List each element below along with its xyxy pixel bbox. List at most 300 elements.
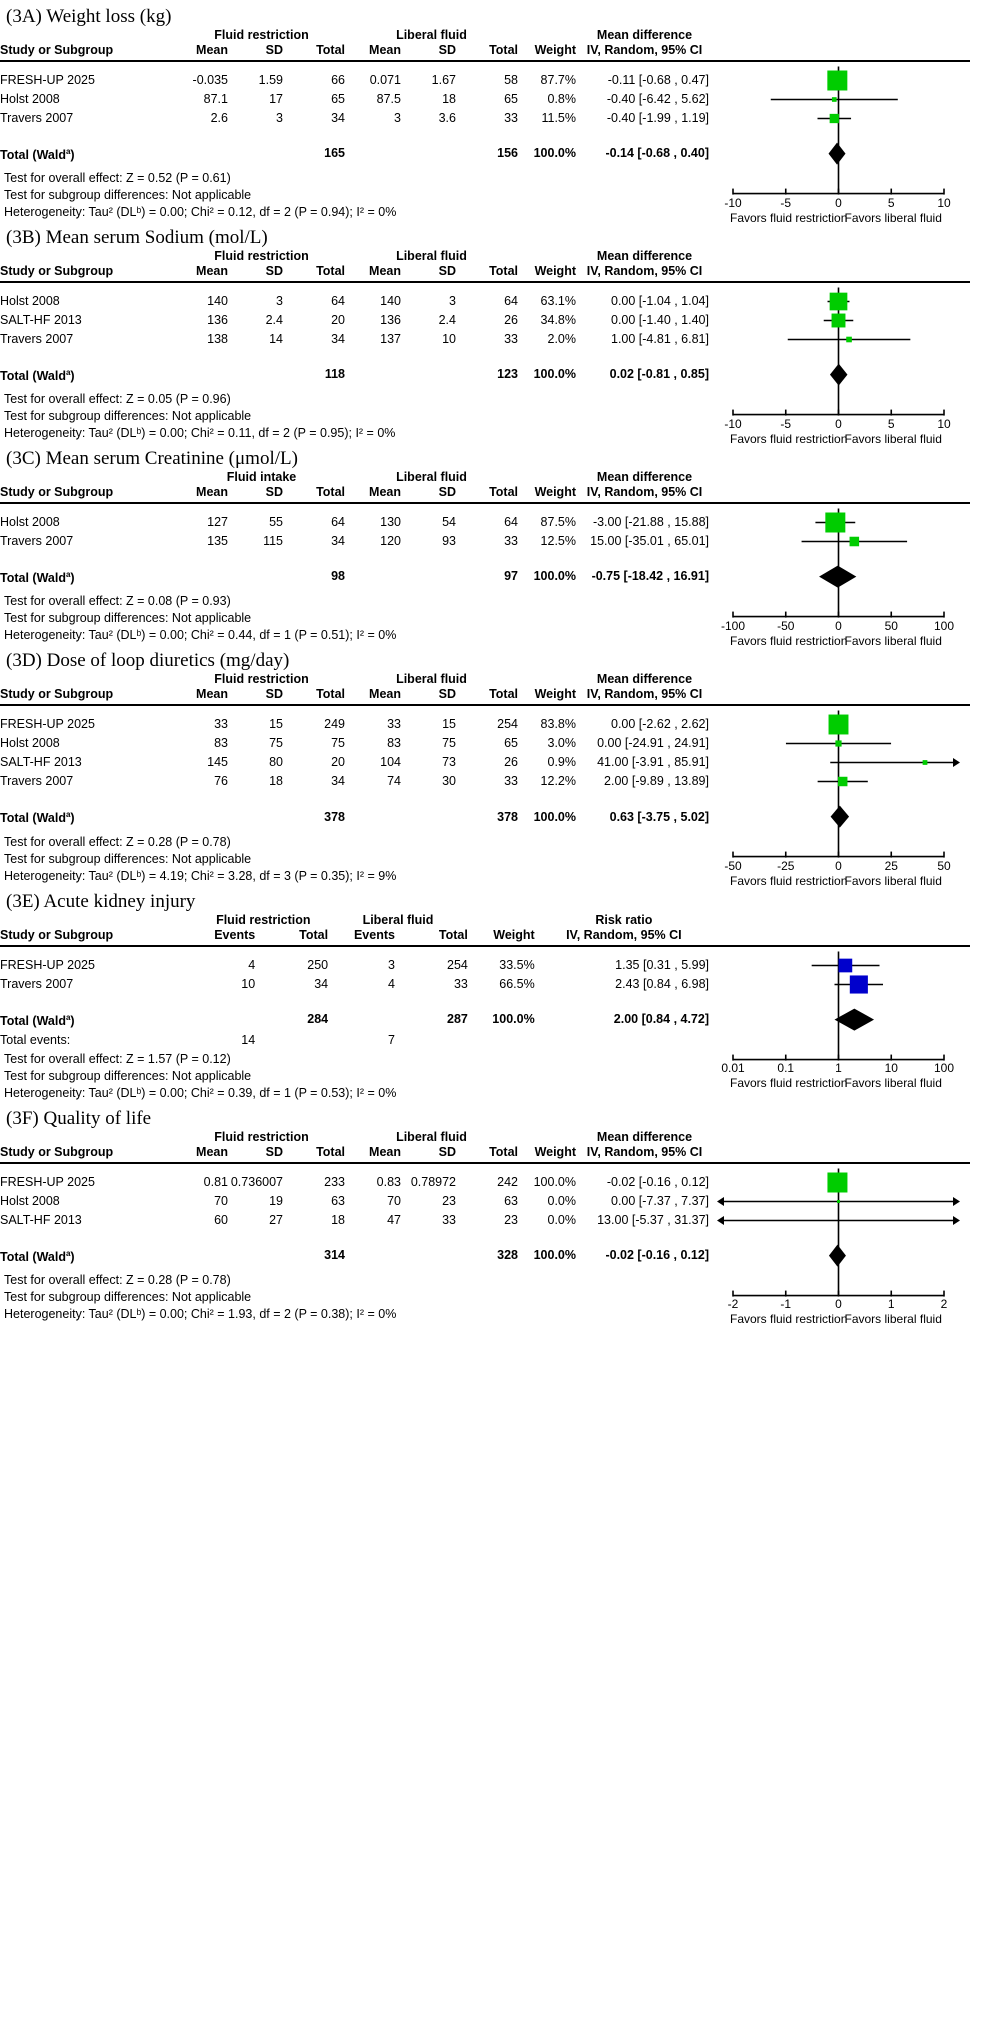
axis-tick-label: -2	[727, 1297, 739, 1312]
column-header: Weight	[534, 43, 576, 57]
cell-mean1: 70	[214, 1193, 228, 1208]
ci-arrow-right	[953, 758, 960, 767]
axis-tick-label: 50	[937, 859, 951, 874]
cell-total2: 65	[504, 736, 518, 751]
spacer	[228, 805, 283, 828]
cell-sd2: 1.67	[431, 73, 456, 87]
forest-column	[703, 249, 1003, 461]
panel-body	[0, 672, 1003, 889]
cell-mean2: 0.83	[376, 1174, 401, 1189]
data-table	[0, 513, 713, 588]
table-row	[0, 109, 713, 128]
column-header: Total	[438, 927, 468, 942]
total-weight: 100.0%	[533, 569, 576, 584]
study-effect-marker	[850, 537, 860, 547]
cell-mean1: 0.81	[203, 1174, 228, 1189]
cell-sd2: 73	[442, 755, 456, 770]
study-effect-marker	[835, 741, 841, 747]
study-name: FRESH-UP 2025	[0, 957, 95, 972]
summary-diamond	[830, 364, 848, 386]
total-weight: 100.0%	[492, 1011, 535, 1026]
axis-tick-label: -10	[724, 416, 742, 431]
study-effect-marker	[846, 337, 852, 343]
heterogeneity-note: Heterogeneity: Tau² (DLᵇ) = 0.00; Chi² = 0.44, df = 1 (P = 0.51); I² = 0%	[4, 628, 397, 643]
study-effect-marker	[850, 975, 868, 993]
cell-total1: 65	[331, 92, 345, 106]
cell-mean1: 127	[207, 515, 228, 530]
panel-body	[0, 249, 1003, 446]
total-effect-ci: -0.14 [-0.68 , 0.40]	[605, 146, 709, 161]
panel-3c	[0, 442, 1003, 648]
cell-weight: 87.7%	[540, 73, 576, 87]
heterogeneity-note: Heterogeneity: Tau² (DLᵇ) = 0.00; Chi² = 1.93, df = 2 (P = 0.38); I² = 0%	[4, 1306, 397, 1321]
effect-header: Mean difference	[596, 672, 693, 687]
panel-3f	[0, 1102, 1003, 1327]
panel-3e	[0, 885, 1003, 1102]
table-row	[0, 715, 713, 734]
cell-total2: 33	[504, 332, 518, 347]
cell-mean2: 33	[387, 717, 401, 732]
group-header-row	[0, 913, 713, 928]
total-weight: 100.0%	[533, 1247, 576, 1262]
axis-tick-label: -5	[780, 195, 792, 210]
cell-total2: 64	[504, 294, 518, 309]
axis-tick-label: 5	[887, 195, 895, 210]
total-label: Total (Wald$^a$)	[0, 1248, 75, 1264]
cell-sd1: 2.4	[265, 313, 283, 328]
favors-left-label: Favors fluid restriction	[730, 210, 848, 225]
column-header: Mean	[196, 264, 228, 279]
column-header: Total	[316, 485, 345, 500]
panel-title: (3A) Weight loss (kg)	[6, 6, 172, 27]
summary-diamond	[831, 806, 850, 828]
panel-body	[0, 470, 1003, 648]
group-header-row	[0, 672, 713, 687]
forest-column	[703, 913, 1003, 1106]
total-n1: 98	[331, 569, 345, 584]
panel-3d	[0, 644, 1003, 889]
cell-weight: 11.5%	[541, 111, 576, 125]
column-header: Total	[489, 687, 518, 702]
study-effect-marker	[837, 1200, 840, 1203]
cell-sd2: 93	[442, 534, 456, 549]
spacer	[401, 565, 456, 588]
axis-tick-label: 0	[835, 859, 842, 874]
total-n2: 378	[497, 809, 518, 824]
study-effect-marker	[830, 114, 839, 123]
panel-title: (3C) Mean serum Creatinine (μmol/L)	[6, 448, 298, 470]
spacer	[345, 565, 401, 588]
column-header: SD	[265, 43, 283, 57]
favors-left-label: Favors fluid restriction	[730, 1312, 848, 1327]
summary-diamond	[819, 566, 856, 588]
column-header: SD	[265, 687, 283, 702]
spacer	[345, 1244, 401, 1267]
cell-effect-ci: 0.00 [-2.62 , 2.62]	[611, 717, 709, 732]
column-header: Study or Subgroup	[0, 927, 114, 942]
cell-sd1: 75	[269, 736, 283, 751]
ci-arrow-left	[717, 1197, 724, 1206]
total-weight: 100.0%	[533, 146, 576, 161]
table-row	[0, 513, 713, 532]
study-effect-marker	[825, 513, 845, 533]
axis-tick-label: -1	[780, 1297, 792, 1312]
cell-sd2: 33	[442, 1212, 456, 1227]
axis-tick-label: 0.01	[721, 1061, 745, 1076]
study-name: SALT-HF 2013	[0, 1212, 82, 1227]
axis-tick-label: 0.1	[777, 1061, 795, 1076]
spacer	[228, 363, 283, 386]
cell-weight: 0.9%	[547, 755, 576, 770]
study-name: FRESH-UP 2025	[0, 73, 95, 87]
group1-header: Fluid restriction	[214, 672, 309, 687]
spacer	[228, 142, 283, 165]
column-header: Study or Subgroup	[0, 1144, 114, 1159]
cell-total1: 64	[331, 294, 345, 309]
table-row	[0, 1192, 713, 1211]
cell-effect-ci: -3.00 [-21.88 , 15.88]	[592, 515, 709, 530]
total-n1: 118	[324, 367, 345, 382]
panel-body	[0, 1129, 1003, 1327]
total-weight: 100.0%	[533, 367, 576, 382]
cell-total1: 75	[331, 736, 345, 751]
spacer	[518, 1130, 576, 1145]
axis-tick-label: 25	[884, 859, 898, 874]
group1-header: Fluid restriction	[214, 249, 309, 264]
spacer	[535, 1031, 713, 1050]
cell-sd2: 0.78972	[410, 1174, 456, 1189]
column-header: Mean	[369, 485, 401, 500]
column-header-row	[0, 264, 713, 281]
row-spacer	[0, 1230, 713, 1244]
cell-mean1: 135	[207, 534, 228, 549]
cell-effect-ci: 2.00 [-9.89 , 13.89]	[604, 774, 709, 789]
axis-tick-label: 10	[937, 195, 951, 210]
spacer	[518, 28, 576, 43]
total-n2: 328	[497, 1247, 518, 1262]
column-header: IV, Random, 95% CI	[586, 485, 703, 500]
footnote: Test for subgroup differences: Not applicable	[4, 1289, 252, 1304]
cell-sd1: 19	[269, 1193, 283, 1208]
column-header: SD	[438, 485, 456, 500]
cell-sd1: 55	[269, 515, 283, 530]
cell-total1: 66	[331, 73, 345, 87]
spacer	[401, 363, 456, 386]
group1-header: Fluid restriction	[216, 912, 311, 927]
cell-mean1: 2.6	[210, 111, 228, 125]
table-row	[0, 90, 713, 109]
ci-arrow-right	[953, 1197, 960, 1206]
total-row	[0, 1008, 713, 1031]
cell-mean2: 137	[380, 332, 401, 347]
data-table	[0, 715, 713, 828]
cell-effect-ci: 41.00 [-3.91 , 85.91]	[597, 755, 709, 770]
axis-tick-label: 0	[835, 416, 842, 431]
cell-total2: 64	[504, 515, 518, 530]
cell-sd1: 3	[276, 294, 283, 309]
column-header: SD	[438, 1144, 456, 1159]
total-n2: 156	[497, 146, 518, 161]
column-header: Weight	[534, 1144, 576, 1159]
spacer	[178, 1244, 228, 1267]
column-header: Study or Subgroup	[0, 264, 114, 279]
total-row	[0, 565, 713, 588]
group1-header: Fluid restriction	[214, 1129, 309, 1144]
footnote: Test for overall effect: Z = 0.28 (P = 0.78)	[4, 834, 231, 849]
spacer	[178, 142, 228, 165]
spacer	[345, 363, 401, 386]
column-header: Study or Subgroup	[0, 43, 114, 57]
study-effect-marker	[832, 97, 837, 102]
forest-column	[703, 28, 1003, 240]
column-header: Weight	[534, 264, 576, 279]
footnote: Test for subgroup differences: Not applicable	[4, 611, 252, 626]
total-events1: 14	[241, 1032, 256, 1047]
group2-header: Liberal fluid	[396, 249, 467, 264]
column-header: SD	[438, 43, 456, 57]
group-header-row	[0, 28, 713, 43]
cell-mean2: 104	[380, 755, 401, 770]
cell-total1: 34	[331, 111, 345, 125]
cell-total1: 20	[331, 313, 345, 328]
group1-header: Fluid intake	[226, 470, 297, 485]
cell-sd2: 18	[442, 92, 456, 106]
panel-title: (3E) Acute kidney injury	[6, 890, 196, 912]
column-header: Mean	[196, 485, 228, 500]
table-row	[0, 1173, 713, 1192]
cell-events1: 10	[241, 976, 256, 991]
cell-weight: 0.0%	[547, 1193, 576, 1208]
row-spacer	[0, 551, 713, 565]
cell-sd2: 75	[442, 736, 456, 751]
study-effect-marker	[838, 777, 847, 786]
column-header: Total	[489, 264, 518, 279]
study-name: Holst 2008	[0, 515, 60, 530]
spacer	[401, 1244, 456, 1267]
cell-effect-ci: -0.11 [-0.68 , 0.47]	[607, 73, 709, 87]
cell-effect-ci: 0.00 [-1.40 , 1.40]	[611, 313, 709, 328]
spacer	[178, 363, 228, 386]
column-header: Mean	[196, 1144, 228, 1159]
cell-sd1: 27	[269, 1212, 283, 1227]
study-effect-marker	[827, 1172, 847, 1192]
cell-sd1: 1.59	[258, 73, 283, 87]
table-row	[0, 1211, 713, 1230]
table-row	[0, 753, 713, 772]
panel-title: (3D) Dose of loop diuretics (mg/day)	[6, 650, 290, 672]
panel-title: (3B) Mean serum Sodium (mol/L)	[6, 227, 268, 249]
panel-body	[0, 28, 1003, 225]
axis-tick-label: 1	[887, 1297, 895, 1312]
column-header: Weight	[534, 485, 576, 500]
column-header: Total	[299, 927, 329, 942]
column-header: Mean	[196, 687, 228, 702]
cell-total1: 250	[307, 957, 329, 972]
cell-effect-ci: -0.40 [-6.42 , 5.62]	[606, 92, 709, 106]
cell-total2: 33	[504, 111, 518, 125]
cell-sd2: 54	[442, 515, 456, 530]
study-name: Travers 2007	[0, 774, 74, 789]
results-table	[0, 28, 713, 60]
spacer	[228, 1244, 283, 1267]
column-header: Total	[316, 43, 345, 57]
study-effect-marker	[923, 761, 928, 766]
heterogeneity-note: Heterogeneity: Tau² (DLᵇ) = 0.00; Chi² = 0.12, df = 2 (P = 0.94); I² = 0%	[4, 205, 397, 220]
cell-total1: 249	[324, 717, 345, 732]
data-table	[0, 292, 713, 386]
cell-total1: 34	[331, 332, 345, 347]
cell-weight: 83.8%	[540, 717, 576, 732]
cell-weight: 63.1%	[540, 294, 576, 309]
column-header: Weight	[493, 927, 535, 942]
axis-tick-label: 2	[940, 1297, 948, 1312]
cell-effect-ci: 0.00 [-7.37 , 7.37]	[611, 1193, 709, 1208]
spacer	[199, 1008, 256, 1031]
favors-left-label: Favors fluid restriction	[730, 1076, 848, 1091]
axis-tick-label: 100	[933, 618, 955, 633]
column-header: Total	[489, 485, 518, 500]
spacer	[328, 1008, 395, 1031]
column-header: IV, Random, 95% CI	[586, 43, 703, 57]
data-table	[0, 71, 713, 165]
column-header: Events	[214, 927, 256, 942]
footnote: Test for subgroup differences: Not applicable	[4, 1068, 252, 1083]
summary-diamond	[835, 1008, 875, 1030]
group-header-row	[0, 470, 713, 485]
cell-weight: 3.0%	[547, 736, 576, 751]
favors-right-label: Favors liberal fluid	[844, 633, 942, 648]
cell-sd2: 15	[442, 717, 456, 732]
favors-left-label: Favors fluid restriction	[730, 874, 848, 889]
cell-total2: 33	[504, 774, 518, 789]
cell-mean2: 0.071	[369, 73, 401, 87]
cell-sd1: 3	[276, 111, 283, 125]
cell-effect-ci: 0.00 [-1.04 , 1.04]	[611, 294, 709, 309]
cell-total2: 23	[504, 1212, 518, 1227]
cell-mean1: 83	[214, 736, 228, 751]
group2-header: Liberal fluid	[396, 672, 467, 687]
cell-mean2: 120	[380, 534, 401, 549]
spacer	[228, 565, 283, 588]
cell-sd2: 3	[449, 294, 456, 309]
forest-column	[703, 1130, 1003, 1342]
cell-mean1: 145	[207, 755, 228, 770]
footnote: Test for overall effect: Z = 0.08 (P = 0.93)	[4, 594, 231, 609]
forest-plot-graphic	[703, 672, 1003, 903]
cell-mean1: 138	[207, 332, 228, 347]
results-table	[0, 1130, 713, 1162]
effect-header: Mean difference	[596, 249, 693, 264]
column-header: IV, Random, 95% CI	[566, 927, 682, 942]
summary-diamond	[829, 143, 846, 165]
results-table	[0, 470, 713, 502]
axis-tick-label: -50	[724, 859, 742, 874]
footnote: Test for subgroup differences: Not applicable	[4, 851, 252, 866]
column-header-row	[0, 1145, 713, 1162]
cell-total1: 34	[331, 534, 345, 549]
cell-weight: 2.0%	[547, 332, 576, 347]
total-row	[0, 805, 713, 828]
favors-right-label: Favors liberal fluid	[844, 874, 942, 889]
table-row	[0, 71, 713, 90]
total-events-row	[0, 1031, 713, 1050]
cell-mean2: 130	[380, 515, 401, 530]
group-header-row	[0, 249, 713, 264]
total-label: Total (Wald$^a$)	[0, 570, 75, 586]
cell-mean2: 87.5	[376, 92, 401, 106]
table-row	[0, 975, 713, 994]
group2-header: Liberal fluid	[362, 912, 434, 927]
total-events2: 7	[388, 1032, 395, 1047]
cell-effect-ci: 13.00 [-5.37 , 31.37]	[597, 1212, 709, 1227]
group2-header: Liberal fluid	[396, 1129, 467, 1144]
cell-mean2: 136	[380, 313, 401, 328]
axis-tick-label: 5	[887, 416, 895, 431]
cell-sd1: 17	[269, 92, 283, 106]
forest-plot-graphic	[703, 249, 1003, 461]
cell-effect-ci: 0.00 [-24.91 , 24.91]	[597, 736, 709, 751]
spacer	[401, 142, 456, 165]
footnote: Test for overall effect: Z = 0.52 (P = 0.61)	[4, 171, 231, 186]
axis-tick-label: 0	[835, 195, 842, 210]
cell-total2: 242	[497, 1174, 518, 1189]
study-name: Holst 2008	[0, 92, 60, 106]
column-header: Total	[489, 1144, 518, 1159]
forest-column	[703, 672, 1003, 903]
forest-plot-graphic	[703, 1130, 1003, 1342]
cell-weight: 0.8%	[547, 92, 576, 106]
axis-tick-label: 0	[835, 1297, 842, 1312]
spacer	[468, 1031, 535, 1050]
footnote: Test for subgroup differences: Not applicable	[4, 409, 252, 424]
column-header: IV, Random, 95% CI	[586, 264, 703, 279]
effect-header: Risk ratio	[595, 912, 653, 927]
total-effect-ci: 0.63 [-3.75 , 5.02]	[609, 809, 709, 824]
total-row	[0, 1244, 713, 1267]
group1-header: Fluid restriction	[214, 28, 309, 42]
ci-arrow-left	[717, 1216, 724, 1225]
total-label: Total (Wald$^a$)	[0, 368, 75, 384]
cell-weight: 0.0%	[547, 1212, 576, 1227]
column-header: SD	[438, 264, 456, 279]
column-header-row	[0, 485, 713, 502]
favors-right-label: Favors liberal fluid	[844, 210, 942, 225]
total-weight: 100.0%	[533, 809, 576, 824]
cell-weight: 87.5%	[540, 515, 576, 530]
total-n1: 165	[324, 146, 345, 161]
ci-arrow-right	[953, 1216, 960, 1225]
study-name: Holst 2008	[0, 736, 60, 751]
forest-column	[703, 470, 1003, 663]
column-header: Weight	[534, 687, 576, 702]
total-label: Total (Wald$^a$)	[0, 1012, 75, 1028]
total-effect-ci: 2.00 [0.84 , 4.72]	[613, 1011, 709, 1026]
cell-weight: 12.2%	[540, 774, 576, 789]
data-table	[0, 1173, 713, 1267]
column-header: SD	[265, 1144, 283, 1159]
total-n1: 378	[324, 809, 345, 824]
cell-weight: 33.5%	[499, 957, 535, 972]
cell-total1: 20	[331, 755, 345, 770]
column-header: SD	[265, 485, 283, 500]
axis-tick-label: 10	[884, 1061, 898, 1076]
cell-weight: 34.8%	[540, 313, 576, 328]
panel-title: (3F) Quality of life	[6, 1107, 152, 1129]
cell-total2: 254	[447, 957, 468, 972]
spacer	[468, 913, 535, 928]
column-header: Mean	[369, 1144, 401, 1159]
spacer	[0, 28, 178, 43]
